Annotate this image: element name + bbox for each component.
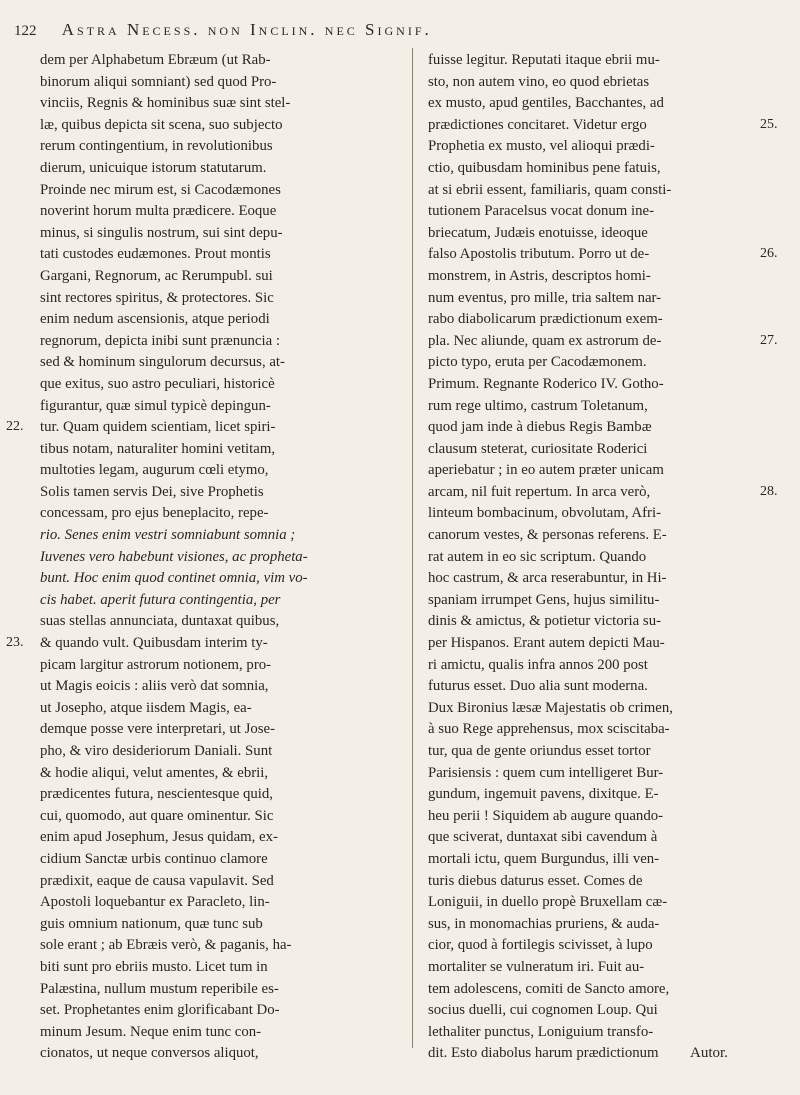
text-line: figurantur, quæ simul typicè depingun-: [40, 397, 271, 414]
text-line: monstrem, in Astris, descriptos homi-: [428, 267, 651, 284]
text-line: rabo diabolicarum prædictionum exem-: [428, 311, 663, 328]
left-text-column: [40, 50, 380, 1080]
text-line: prædicentes futura, nescientesque quid,: [40, 786, 273, 803]
text-line: Iuvenes vero habebunt visiones, ac propheta-: [40, 548, 308, 565]
margin-number: 28.: [760, 484, 778, 499]
text-line: vinciis, Regnis & hominibus suæ sint stel-: [40, 95, 291, 112]
text-line: ri amictu, qualis infra annos 200 post: [428, 656, 648, 673]
text-line: que exitus, suo astro peculiari, historicè: [40, 375, 275, 392]
text-line: regnorum, depicta inibi sunt prænuncia :: [40, 332, 280, 349]
text-line: tem adolescens, comiti de Sancto amore,: [428, 980, 670, 997]
text-line: binorum aliqui somniant) sed quod Pro-: [40, 73, 277, 90]
text-line: mortaliter se vulneratum iri. Fuit au-: [428, 958, 645, 975]
text-line: hoc castrum, & arca reserabuntur, in Hi-: [428, 570, 667, 587]
margin-number: 22.: [6, 419, 24, 435]
text-line: ex musto, apud gentiles, Bacchantes, ad: [428, 95, 664, 112]
text-line: que sciverat, duntaxat sibi cavendum à: [428, 829, 658, 846]
page-header: [14, 20, 784, 48]
text-line: enim apud Josephum, Jesus quidam, ex-: [40, 829, 278, 846]
text-line: futurus esset. Duo alia sunt moderna.: [428, 678, 648, 695]
column-divider: [412, 48, 413, 1048]
text-line: Palæstina, nullum mustum reperibile es-: [40, 980, 279, 997]
text-line: sus, in monomachias pruriens, & auda-: [428, 915, 660, 932]
text-line: ut Josepho, atque iisdem Magis, ea-: [40, 699, 252, 716]
text-line: set. Prophetantes enim glorificabant Do-: [40, 1002, 280, 1019]
text-line: aperiebatur ; in eo autem præter unicam: [428, 462, 664, 479]
text-line: noverint horum multa prædicere. Eoque: [40, 203, 277, 220]
margin-number: 25.: [760, 116, 778, 132]
text-line: dinis & amictus, & potietur victoria su-: [428, 613, 662, 630]
text-line: prædictiones concitaret. Videtur ergo: [428, 116, 647, 133]
text-line: & quando vult. Quibusdam interim ty-: [40, 635, 268, 652]
text-line: prædixit, eaque de causa vapulavit. Sed: [40, 872, 274, 889]
text-line: Dux Bironius læsæ Majestatis ob crimen,: [428, 699, 673, 716]
page-number: 122: [14, 23, 37, 39]
text-line: à suo Rege apprehensus, mox sciscitaba-: [428, 721, 670, 738]
text-line: minum Jesum. Neque enim tunc con-: [40, 1023, 262, 1040]
margin-number: 26.: [760, 246, 778, 262]
text-line: enim nedum ascensionis, atque periodi: [40, 311, 270, 328]
text-line: dem per Alphabetum Ebræum (ut Rab-: [40, 52, 271, 68]
text-line: læ, quibus depicta sit scena, suo subjecto: [40, 116, 283, 133]
text-line: briecatum, Judæis enotuisse, ideoque: [428, 224, 648, 241]
text-line: spaniam irrumpet Gens, hujus similitu-: [428, 591, 660, 608]
text-line: minus, si singulis nostrum, sui sint depu-: [40, 224, 283, 241]
text-line: cior, quod à fortilegis scivisset, à lupo: [428, 937, 653, 954]
text-line: cionatos, ut neque conversos aliquot,: [40, 1045, 259, 1062]
text-line: falso Apostolis tributum. Porro ut de-: [428, 246, 650, 263]
text-line: guis omnium nationum, quæ tunc sub: [40, 915, 263, 932]
running-title: Astra Necess. non Inclin. nec Signif.: [61, 20, 432, 39]
text-line: Solis tamen servis Dei, sive Prophetis: [40, 483, 264, 500]
text-line: concessam, pro ejus beneplacito, repe-: [40, 505, 269, 522]
text-line: linteum bombacinum, obvolutam, Afri-: [428, 505, 662, 522]
text-line: Parisiensis : quem cum intelligeret Bur-: [428, 764, 664, 781]
text-line: dit. Esto diabolus harum prædictionum: [428, 1045, 659, 1062]
text-line: cui, quomodo, aut quare ominentur. Sic: [40, 807, 274, 824]
text-line: cidium Sanctæ urbis continuo clamore: [40, 850, 268, 867]
right-text-column: [428, 50, 750, 1080]
text-line: Apostoli loquebantur ex Paracleto, lin-: [40, 894, 270, 911]
text-line: num eventus, pro mille, tria saltem nar-: [428, 289, 662, 306]
text-line: ut Magis eoicis : aliis verò dat somnia,: [40, 678, 269, 695]
text-line: quod jam inde à diebus Regis Bambæ: [428, 419, 652, 436]
text-line: suas stellas annunciata, duntaxat quibus,: [40, 613, 280, 630]
text-line: tur. Quam quidem scientiam, licet spiri-: [40, 419, 276, 436]
text-line: cis habet. aperit futura contingentia, per: [40, 591, 281, 608]
text-line: ctio, quibusdam hominibus pene fatuis,: [428, 159, 661, 176]
text-line: sed & hominum singulorum decursus, at-: [40, 354, 285, 371]
text-line: at si ebrii essent, familiaris, quam consti-: [428, 181, 672, 198]
text-line: sint rectores spiritus, & protectores. Sic: [40, 289, 274, 306]
catchword: Autor.: [690, 1045, 728, 1061]
text-line: tati custodes eudæmones. Prout montis: [40, 246, 271, 263]
text-line: tur, qua de gente oriundus esset tortor: [428, 743, 651, 759]
margin-number: 23.: [6, 635, 24, 651]
text-line: rio. Senes enim vestri somniabunt somnia ;: [40, 527, 296, 544]
text-line: lethaliter punctus, Loniguium transfo-: [428, 1023, 654, 1040]
text-line: Loniguii, in duello propè Bruxellam cæ-: [428, 894, 668, 911]
text-line: rum rege ultimo, castrum Toletanum,: [428, 397, 648, 414]
text-line: Prophetia ex musto, vel alioqui prædi-: [428, 138, 655, 155]
text-line: per Hispanos. Erant autem depicti Mau-: [428, 635, 665, 652]
text-line: dierum, unicuique istorum statutarum.: [40, 159, 267, 176]
text-line: Proinde nec mirum est, si Cacodæmones: [40, 181, 281, 198]
text-line: socius duelli, cui cognomen Loup. Qui: [428, 1002, 658, 1019]
text-line: Gargani, Regnorum, ac Rerumpubl. sui: [40, 267, 273, 284]
text-line: tutionem Paracelsus vocat donum ine-: [428, 203, 655, 220]
text-line: pla. Nec aliunde, quam ex astrorum de-: [428, 332, 662, 349]
text-line: & hodie aliqui, velut amentes, & ebrii,: [40, 764, 269, 781]
text-line: picto typo, eruta per Cacodæmonem.: [428, 354, 647, 371]
text-line: picam largitur astrorum notionem, pro-: [40, 656, 272, 673]
text-line: mortali ictu, quem Burgundus, illi ven-: [428, 850, 660, 867]
text-line: biti sunt pro ebriis musto. Licet tum in: [40, 958, 268, 975]
text-line: tibus notam, naturaliter homini vetitam,: [40, 440, 276, 457]
text-line: gundum, ingemuit pavens, dixitque. E-: [428, 786, 659, 803]
text-line: heu perii ! Siquidem ab augure quando-: [428, 807, 664, 824]
text-line: demque posse vere interpretari, ut Jose-: [40, 721, 276, 738]
text-line: Primum. Regnante Roderico IV. Gotho-: [428, 375, 664, 392]
text-line: multoties legam, augurum cœli etymo,: [40, 462, 269, 479]
text-line: sole erant ; ab Ebræis verò, & paganis, ha-: [40, 937, 292, 954]
text-line: fuisse legitur. Reputati itaque ebrii mu-: [428, 52, 660, 68]
text-line: rerum contingentium, in revolutionibus: [40, 138, 273, 155]
text-line: canorum vestes, & personas referens. E-: [428, 527, 667, 544]
text-line: turis diebus daturus esset. Comes de: [428, 872, 643, 889]
text-line: pho, & viro desideriorum Daniali. Sunt: [40, 743, 273, 759]
text-line: arcam, nil fuit repertum. In arca verò,: [428, 483, 651, 500]
text-line: rat autem in eo sic scriptum. Quando: [428, 548, 647, 565]
text-line: bunt. Hoc enim quod continet omnia, vim vo-: [40, 570, 308, 587]
text-line: clausum steterat, curiositate Roderici: [428, 440, 648, 457]
text-line: sto, non autem vino, eo quod ebrietas: [428, 73, 650, 90]
margin-number: 27.: [760, 332, 778, 348]
